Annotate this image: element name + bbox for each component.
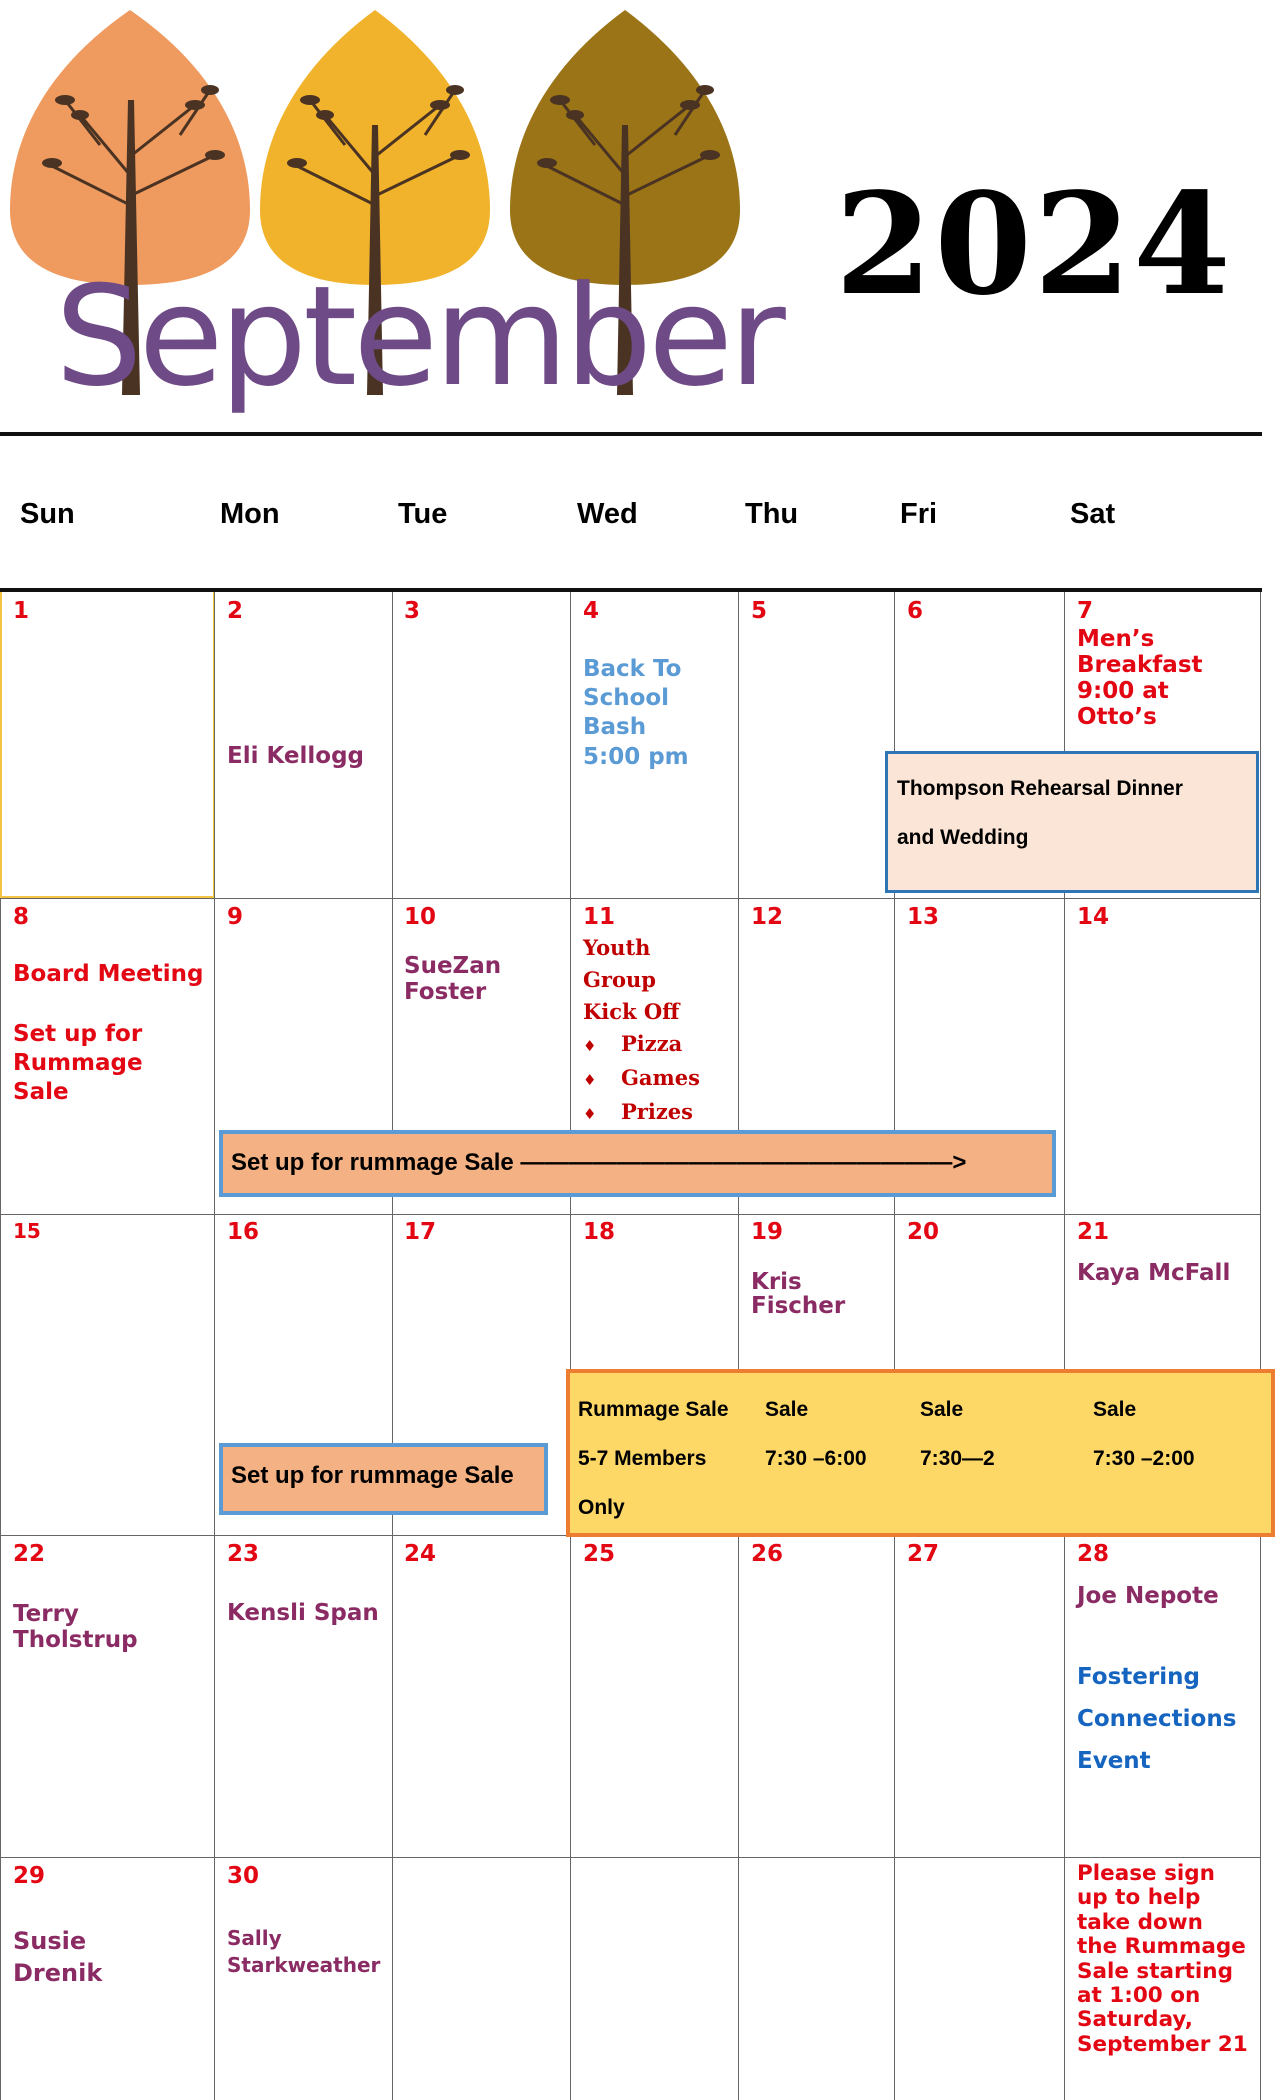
day-number: 24 bbox=[404, 1541, 437, 1567]
weekday-sat: Sat bbox=[1070, 498, 1116, 530]
day-number: 11 bbox=[583, 904, 616, 930]
grid-line-left bbox=[0, 898, 1, 2100]
birthday-kaya-mcfall: Kaya McFall bbox=[1077, 1260, 1231, 1286]
rummage-sale-banner bbox=[566, 1369, 1275, 1537]
weekday-mon: Mon bbox=[220, 498, 280, 530]
day-number: 21 bbox=[1077, 1219, 1110, 1245]
youth-group-event: Youth Group Kick Off ♦ Pizza ♦ Games ♦ Prizes bbox=[583, 932, 700, 1130]
day-number: 16 bbox=[227, 1219, 260, 1245]
day-number: 17 bbox=[404, 1219, 437, 1245]
birthday-suezan-foster: SueZan Foster bbox=[404, 953, 502, 1005]
day-number: 9 bbox=[227, 904, 244, 930]
grid-line-thu bbox=[738, 592, 739, 2100]
birthday-kris-fischer: Kris Fischer bbox=[751, 1269, 846, 1319]
rummage-takedown-note: Please sign up to help take down the Rummage Sale starting at 1:00 on Saturday, September 21 bbox=[1077, 1861, 1248, 2057]
sale-friday: Sale 7:30—2 bbox=[920, 1398, 995, 1470]
day-number: 23 bbox=[227, 1541, 260, 1567]
sale-thursday: Sale 7:30 –6:00 bbox=[765, 1398, 867, 1470]
grid-line-wed bbox=[570, 592, 571, 2100]
day-number: 25 bbox=[583, 1541, 616, 1567]
birthday-terry-tholstrup: Terry Tholstrup bbox=[13, 1601, 138, 1653]
day-number: 13 bbox=[907, 904, 940, 930]
birthday-kensli-span: Kensli Span bbox=[227, 1600, 379, 1626]
day-number: 4 bbox=[583, 598, 600, 624]
birthday-susie-drenik: Susie Drenik bbox=[13, 1927, 103, 1987]
grid-line-mon bbox=[214, 592, 215, 2100]
rummage-setup-banner-week3: Set up for rummage Sale bbox=[219, 1443, 548, 1515]
day-number: 14 bbox=[1077, 904, 1110, 930]
weekday-tue: Tue bbox=[398, 498, 448, 530]
day-number: 7 bbox=[1077, 598, 1094, 624]
day-number: 6 bbox=[907, 598, 924, 624]
day-number: 12 bbox=[751, 904, 784, 930]
year-title: 2024 bbox=[835, 163, 1233, 327]
diamond-bullet-icon: ♦ bbox=[583, 1071, 597, 1089]
month-title: September bbox=[55, 256, 782, 417]
birthday-sally-starkweather: Sally Starkweather bbox=[227, 1926, 381, 1977]
day-number: 29 bbox=[13, 1863, 46, 1889]
rummage-setup-banner-week2: Set up for rummage Sale ——————————————————> bbox=[219, 1130, 1056, 1197]
fostering-connections-event: Fostering Connections Event bbox=[1077, 1664, 1237, 1774]
day-number: 10 bbox=[404, 904, 437, 930]
day-number: 19 bbox=[751, 1219, 784, 1245]
day-number: 1 bbox=[13, 598, 30, 624]
grid-line-week2 bbox=[0, 898, 1261, 899]
rummage-setup-note: Set up for Rummage Sale bbox=[13, 1021, 143, 1105]
diamond-bullet-icon: ♦ bbox=[583, 1105, 597, 1123]
thompson-wedding-banner: Thompson Rehearsal Dinner and Wedding bbox=[885, 751, 1259, 893]
day-number: 22 bbox=[13, 1541, 46, 1567]
birthday-eli-kellogg: Eli Kellogg bbox=[227, 743, 365, 769]
weekday-fri: Fri bbox=[900, 498, 938, 530]
week1-sunday-highlight bbox=[0, 592, 215, 898]
day-number: 5 bbox=[751, 598, 768, 624]
grid-line-right bbox=[1260, 592, 1261, 2100]
diamond-bullet-icon: ♦ bbox=[583, 1037, 597, 1055]
sale-saturday: Sale 7:30 –2:00 bbox=[1093, 1398, 1195, 1470]
weekday-thu: Thu bbox=[745, 498, 799, 530]
day-number: 27 bbox=[907, 1541, 940, 1567]
birthday-joe-nepote: Joe Nepote bbox=[1077, 1583, 1219, 1609]
back-to-school-event: Back To School Bash 5:00 pm bbox=[583, 656, 689, 770]
header-divider bbox=[0, 432, 1262, 436]
day-number: 28 bbox=[1077, 1541, 1110, 1567]
day-number: 2 bbox=[227, 598, 244, 624]
weekday-wed: Wed bbox=[577, 498, 638, 530]
mens-breakfast-event: Men’s Breakfast 9:00 at Otto’s bbox=[1077, 626, 1203, 730]
weekday-sun: Sun bbox=[20, 498, 75, 530]
sale-wednesday: Rummage Sale 5-7 Members Only bbox=[578, 1398, 729, 1519]
board-meeting-event: Board Meeting bbox=[13, 961, 204, 987]
day-number: 18 bbox=[583, 1219, 616, 1245]
day-number: 3 bbox=[404, 598, 421, 624]
day-number: 8 bbox=[13, 904, 30, 930]
grid-line-week3 bbox=[0, 1214, 1261, 1215]
day-number: 30 bbox=[227, 1863, 260, 1889]
day-number: 26 bbox=[751, 1541, 784, 1567]
grid-line-week5 bbox=[0, 1857, 1261, 1858]
day-number: 15 bbox=[13, 1219, 41, 1243]
day-number: 20 bbox=[907, 1219, 940, 1245]
grid-line-tue bbox=[392, 592, 393, 2100]
